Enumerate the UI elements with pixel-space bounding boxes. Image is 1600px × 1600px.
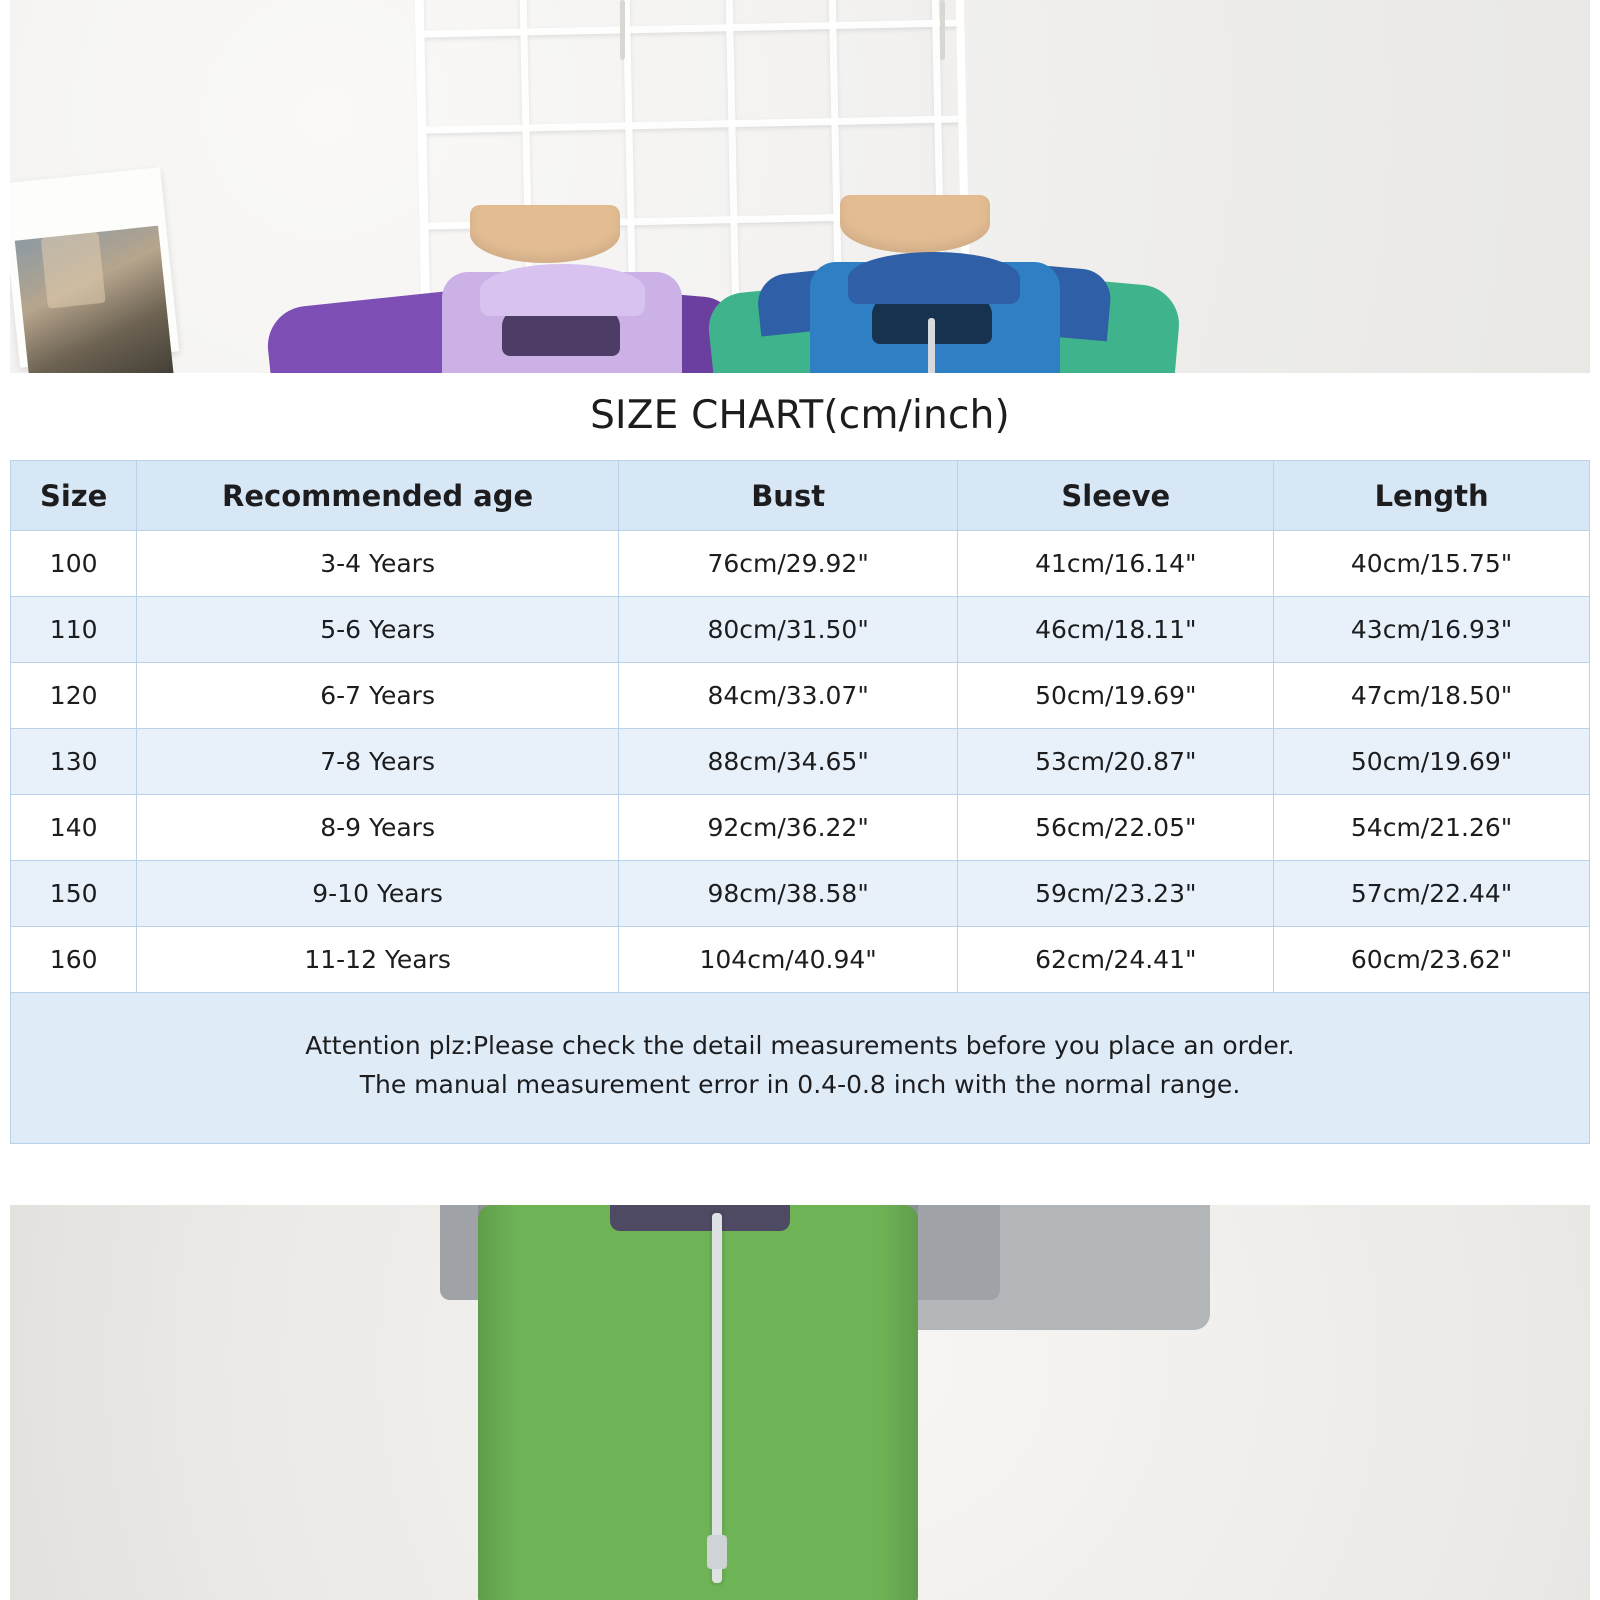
jacket-right-collar bbox=[848, 252, 1020, 304]
photo-print-image bbox=[15, 226, 175, 385]
jacket-green-zipper-pull bbox=[707, 1535, 727, 1569]
cell-age: 6-7 Years bbox=[137, 663, 619, 729]
jacket-green-shadow-right bbox=[878, 1205, 918, 1600]
table-header-row bbox=[11, 461, 1590, 531]
cell-sleeve: 46cm/18.11" bbox=[958, 597, 1274, 663]
hanger-left bbox=[470, 205, 620, 263]
cell-sleeve: 59cm/23.23" bbox=[958, 861, 1274, 927]
measurement-note bbox=[10, 993, 1590, 1144]
jacket-green-body bbox=[478, 1205, 918, 1600]
product-photo-top bbox=[10, 0, 1590, 385]
hanger-hook-right bbox=[940, 0, 945, 60]
size-chart-table bbox=[10, 460, 1590, 993]
table-row bbox=[11, 861, 1590, 927]
cell-age: 9-10 Years bbox=[137, 861, 619, 927]
size-chart-title: SIZE CHART(cm/inch) bbox=[10, 373, 1590, 460]
table-row bbox=[11, 597, 1590, 663]
cell-bust: 76cm/29.92" bbox=[618, 531, 957, 597]
cell-length: 40cm/15.75" bbox=[1274, 531, 1590, 597]
table-row bbox=[11, 531, 1590, 597]
cell-bust: 92cm/36.22" bbox=[618, 795, 957, 861]
column-header-length: Length bbox=[1274, 461, 1590, 531]
cell-size: 110 bbox=[11, 597, 137, 663]
note-line-1: Attention plz:Please check the detail measurements before you place an order. bbox=[305, 1031, 1295, 1060]
decorative-photo-print bbox=[10, 167, 179, 368]
cell-size: 120 bbox=[11, 663, 137, 729]
column-header-age: Recommended age bbox=[137, 461, 619, 531]
cell-length: 57cm/22.44" bbox=[1274, 861, 1590, 927]
cell-length: 60cm/23.62" bbox=[1274, 927, 1590, 993]
cell-bust: 84cm/33.07" bbox=[618, 663, 957, 729]
jacket-left-collar bbox=[480, 264, 645, 316]
cell-size: 150 bbox=[11, 861, 137, 927]
column-header-size: Size bbox=[11, 461, 137, 531]
cell-length: 43cm/16.93" bbox=[1274, 597, 1590, 663]
size-chart-head bbox=[11, 461, 1590, 531]
note-line-2: The manual measurement error in 0.4-0.8 inch with the normal range. bbox=[359, 1069, 1241, 1099]
table-row bbox=[11, 729, 1590, 795]
size-chart-card bbox=[10, 373, 1590, 1144]
table-row bbox=[11, 795, 1590, 861]
size-chart-body bbox=[11, 531, 1590, 993]
column-header-bust: Bust bbox=[618, 461, 957, 531]
cell-sleeve: 53cm/20.87" bbox=[958, 729, 1274, 795]
cell-length: 54cm/21.26" bbox=[1274, 795, 1590, 861]
cell-bust: 80cm/31.50" bbox=[618, 597, 957, 663]
cell-age: 5-6 Years bbox=[137, 597, 619, 663]
cell-size: 130 bbox=[11, 729, 137, 795]
cell-bust: 88cm/34.65" bbox=[618, 729, 957, 795]
cell-size: 140 bbox=[11, 795, 137, 861]
cell-age: 7-8 Years bbox=[137, 729, 619, 795]
cell-age: 11-12 Years bbox=[137, 927, 619, 993]
hanger-hook-left bbox=[620, 0, 625, 60]
product-photo-bottom bbox=[10, 1205, 1590, 1600]
column-header-sleeve: Sleeve bbox=[958, 461, 1274, 531]
jacket-green-zipper bbox=[712, 1213, 722, 1583]
table-row bbox=[11, 663, 1590, 729]
cell-size: 100 bbox=[11, 531, 137, 597]
cell-length: 47cm/18.50" bbox=[1274, 663, 1590, 729]
hanger-right bbox=[840, 195, 990, 253]
cell-sleeve: 41cm/16.14" bbox=[958, 531, 1274, 597]
cell-length: 50cm/19.69" bbox=[1274, 729, 1590, 795]
cell-sleeve: 56cm/22.05" bbox=[958, 795, 1274, 861]
table-row bbox=[11, 927, 1590, 993]
jacket-green-collar bbox=[610, 1205, 790, 1231]
cell-size: 160 bbox=[11, 927, 137, 993]
jacket-green-shadow-left bbox=[478, 1205, 518, 1600]
cell-sleeve: 50cm/19.69" bbox=[958, 663, 1274, 729]
cell-age: 8-9 Years bbox=[137, 795, 619, 861]
cell-bust: 104cm/40.94" bbox=[618, 927, 957, 993]
cell-sleeve: 62cm/24.41" bbox=[958, 927, 1274, 993]
cell-bust: 98cm/38.58" bbox=[618, 861, 957, 927]
cell-age: 3-4 Years bbox=[137, 531, 619, 597]
